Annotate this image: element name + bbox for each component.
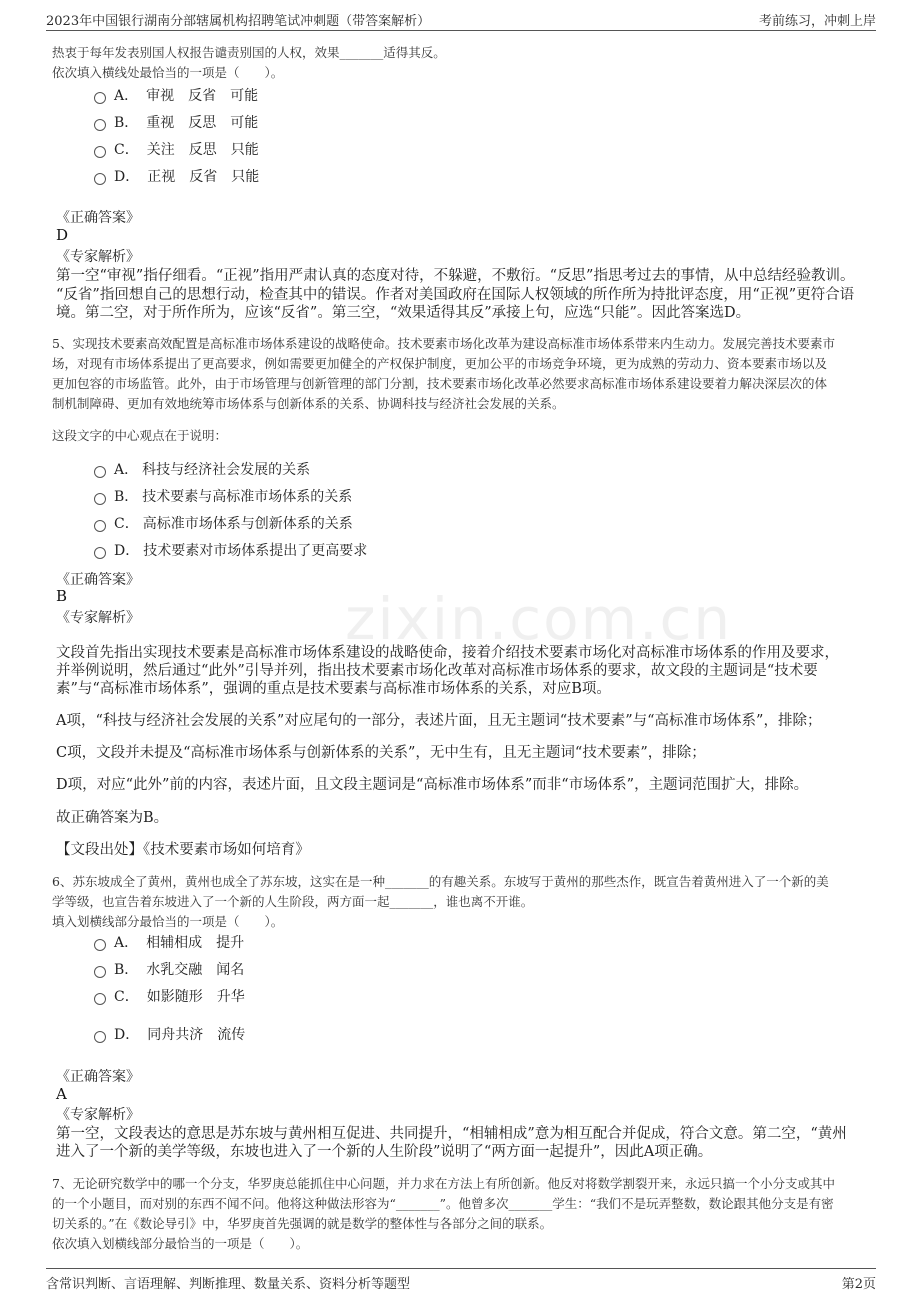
q6-option-b[interactable]: B． 水乳交融 闻名 (94, 959, 244, 981)
document-title: 2023年中国银行湖南分部辖属机构招聘笔试冲刺题（带答案解析） (46, 14, 431, 29)
q4-analysis-label: 《专家解析》 (56, 249, 140, 265)
page-footer (46, 1268, 876, 1293)
q7-stem-line4: 依次填入划横线部分最恰当的一项是（ ）。 (52, 1236, 309, 1251)
header-slogan: 考前练习，冲刺上岸 (758, 14, 876, 29)
q6-option-d[interactable]: D． 同舟共济 流传 (94, 1024, 245, 1046)
q5-answer-label: 《正确答案》 (56, 572, 140, 588)
q6-option-c[interactable]: C． 如影随形 升华 (94, 986, 245, 1008)
q5-question: 这段文字的中心观点在于说明： (52, 428, 228, 443)
q4-analysis-line2: “反省”指回想自己的思想行动，检查其中的错误。作者对美国政府在国际人权领域的所作所为持批评态度，用“正视”更符合语 (56, 287, 855, 303)
radio-icon[interactable] (94, 493, 106, 505)
q4-answer: D (56, 226, 69, 244)
q4-option-c[interactable]: C． 关注 反思 只能 (94, 139, 259, 161)
q5-analysis-label: 《专家解析》 (56, 610, 140, 626)
q5-option-a[interactable]: A． 科技与经济社会发展的关系 (94, 459, 310, 481)
radio-icon[interactable] (94, 966, 106, 978)
radio-icon[interactable] (94, 547, 106, 559)
q4-answer-label: 《正确答案》 (56, 210, 140, 226)
radio-icon[interactable] (94, 146, 106, 158)
q5-source: 【文段出处】《技术要素市场如何培育》 (56, 842, 310, 858)
q5-option-c[interactable]: C． 高标准市场体系与创新体系的关系 (94, 513, 353, 535)
radio-icon[interactable] (94, 939, 106, 951)
q5-analysis-conclusion: 故正确答案为B。 (56, 810, 169, 826)
q6-answer: A (56, 1085, 67, 1103)
q5-option-b[interactable]: B． 技术要素与高标准市场体系的关系 (94, 486, 352, 508)
q4-analysis-line3: 境。第二空，对于所作所为，应该“反省”。第三空，“效果适得其反”承接上句，应选“只能”。因此答案选D。 (56, 305, 751, 321)
radio-icon[interactable] (94, 993, 106, 1005)
q7-stem-line2: 的一个小题目，而对别的东西不闻不问。他将这种做法形容为“_______”。他曾多次_______学生：“我们不是玩弄整数，数论跟其他分支是有密 (52, 1196, 834, 1211)
page-number: 第2页 (841, 1277, 876, 1292)
q4-option-b[interactable]: B． 重视 反思 可能 (94, 112, 258, 134)
q5-answer: B (56, 587, 68, 605)
q5-stem-line4: 制机制障碍、更加有效地统筹市场体系与创新体系的关系、协调科技与经济社会发展的关系。 (52, 396, 565, 411)
q5-analysis-d: D项，对应“此外”前的内容，表述片面，且文段主题词是“高标准市场体系”而非“市场体系”，主题词范围扩大，排除。 (56, 777, 809, 793)
q5-analysis-a: A项，“科技与经济社会发展的关系”对应尾句的一部分，表述片面，且无主题词“技术要素”与“高标准市场体系”，排除； (56, 713, 822, 729)
watermark: zixin.com.cn (345, 585, 733, 653)
q7-stem-line3: 切关系的。”在《数论导引》中，华罗庚首先强调的就是数学的整体性与各部分之间的联系。 (52, 1216, 553, 1231)
q6-analysis-label: 《专家解析》 (56, 1107, 140, 1123)
footer-note: 含常识判断、言语理解、判断推理、数量关系、资料分析等题型 (46, 1277, 411, 1292)
q5-stem-line1: 5、实现技术要素高效配置是高标准市场体系建设的战略使命。技术要素市场化改革为建设高标准市场体系带来内生动力。发展完善技术要素市 (52, 336, 835, 351)
q4-option-d[interactable]: D． 正视 反省 只能 (94, 166, 259, 188)
q5-analysis-p1-line1: 文段首先指出实现技术要素是高标准市场体系建设的战略使命，接着介绍技术要素市场化对高标准市场体系的作用及要求， (56, 645, 839, 661)
radio-icon[interactable] (94, 173, 106, 185)
q4-analysis-line1: 第一空“审视”指仔细看。“正视”指用严肃认真的态度对待，不躲避，不敷衍。“反思”指思考过去的事情，从中总结经验教训。 (56, 268, 855, 284)
q6-answer-label: 《正确答案》 (56, 1069, 140, 1085)
q6-stem-line2: 学等级，也宣告着东坡进入了一个新的人生阶段，两方面一起_______，谁也离不开谁。 (52, 894, 534, 909)
q5-option-d[interactable]: D． 技术要素对市场体系提出了更高要求 (94, 540, 367, 562)
q7-stem-line1: 7、无论研究数学中的哪一个分支，华罗庚总能抓住中心问题，并力求在方法上有所创新。他反对将数学割裂开来，永远只搞一个小分支或其中 (52, 1176, 835, 1191)
page-header (46, 10, 876, 31)
q6-stem-line3: 填入划横线部分最恰当的一项是（ ）。 (52, 914, 284, 929)
q4-stem-line2: 依次填入横线处最恰当的一项是（ ）。 (52, 65, 284, 80)
q6-option-a[interactable]: A． 相辅相成 提升 (94, 932, 244, 954)
q4-option-a[interactable]: A． 审视 反省 可能 (94, 85, 258, 107)
q6-stem-line1: 6、苏东坡成全了黄州，黄州也成全了苏东坡，这实在是一种_______的有趣关系。东坡写于黄州的那些杰作，既宣告着黄州进入了一个新的美 (52, 874, 829, 889)
radio-icon[interactable] (94, 466, 106, 478)
radio-icon[interactable] (94, 1031, 106, 1043)
q5-stem-line3: 更加包容的市场监管。此外，由于市场管理与创新管理的部门分割，技术要素市场化改革必然要求高标准市场体系建设要着力解决深层次的体 (52, 376, 828, 391)
q6-analysis-line2: 进入了一个新的美学等级，东坡也进入了一个新的人生阶段”说明了“两方面一起提升”，因此A项正确。 (56, 1144, 713, 1160)
q5-analysis-c: C项，文段并未提及“高标准市场体系与创新体系的关系”，无中生有，且无主题词“技术要素”，排除； (56, 745, 706, 761)
radio-icon[interactable] (94, 119, 106, 131)
q4-stem-line1: 热衷于每年发表别国人权报告谴责别国的人权，效果_______适得其反。 (52, 45, 446, 60)
radio-icon[interactable] (94, 520, 106, 532)
q5-analysis-p1-line3: 素”与“高标准市场体系”，强调的重点是技术要素与高标准市场体系的关系，对应B项。 (56, 681, 611, 697)
q5-stem-line2: 场，对现有市场体系提出了更高要求，例如需要更加健全的产权保护制度，更加公平的市场竞争环境，更为成熟的劳动力、资本要素市场以及 (52, 356, 828, 371)
radio-icon[interactable] (94, 92, 106, 104)
q6-analysis-line1: 第一空，文段表达的意思是苏东坡与黄州相互促进、共同提升，“相辅相成”意为相互配合并促成，符合文意。第二空，“黄州 (56, 1126, 847, 1142)
q5-analysis-p1-line2: 并举例说明，然后通过“此外”引导并列，指出技术要素市场化改革对高标准市场体系的要求，故文段的主题词是“技术要 (56, 663, 818, 679)
